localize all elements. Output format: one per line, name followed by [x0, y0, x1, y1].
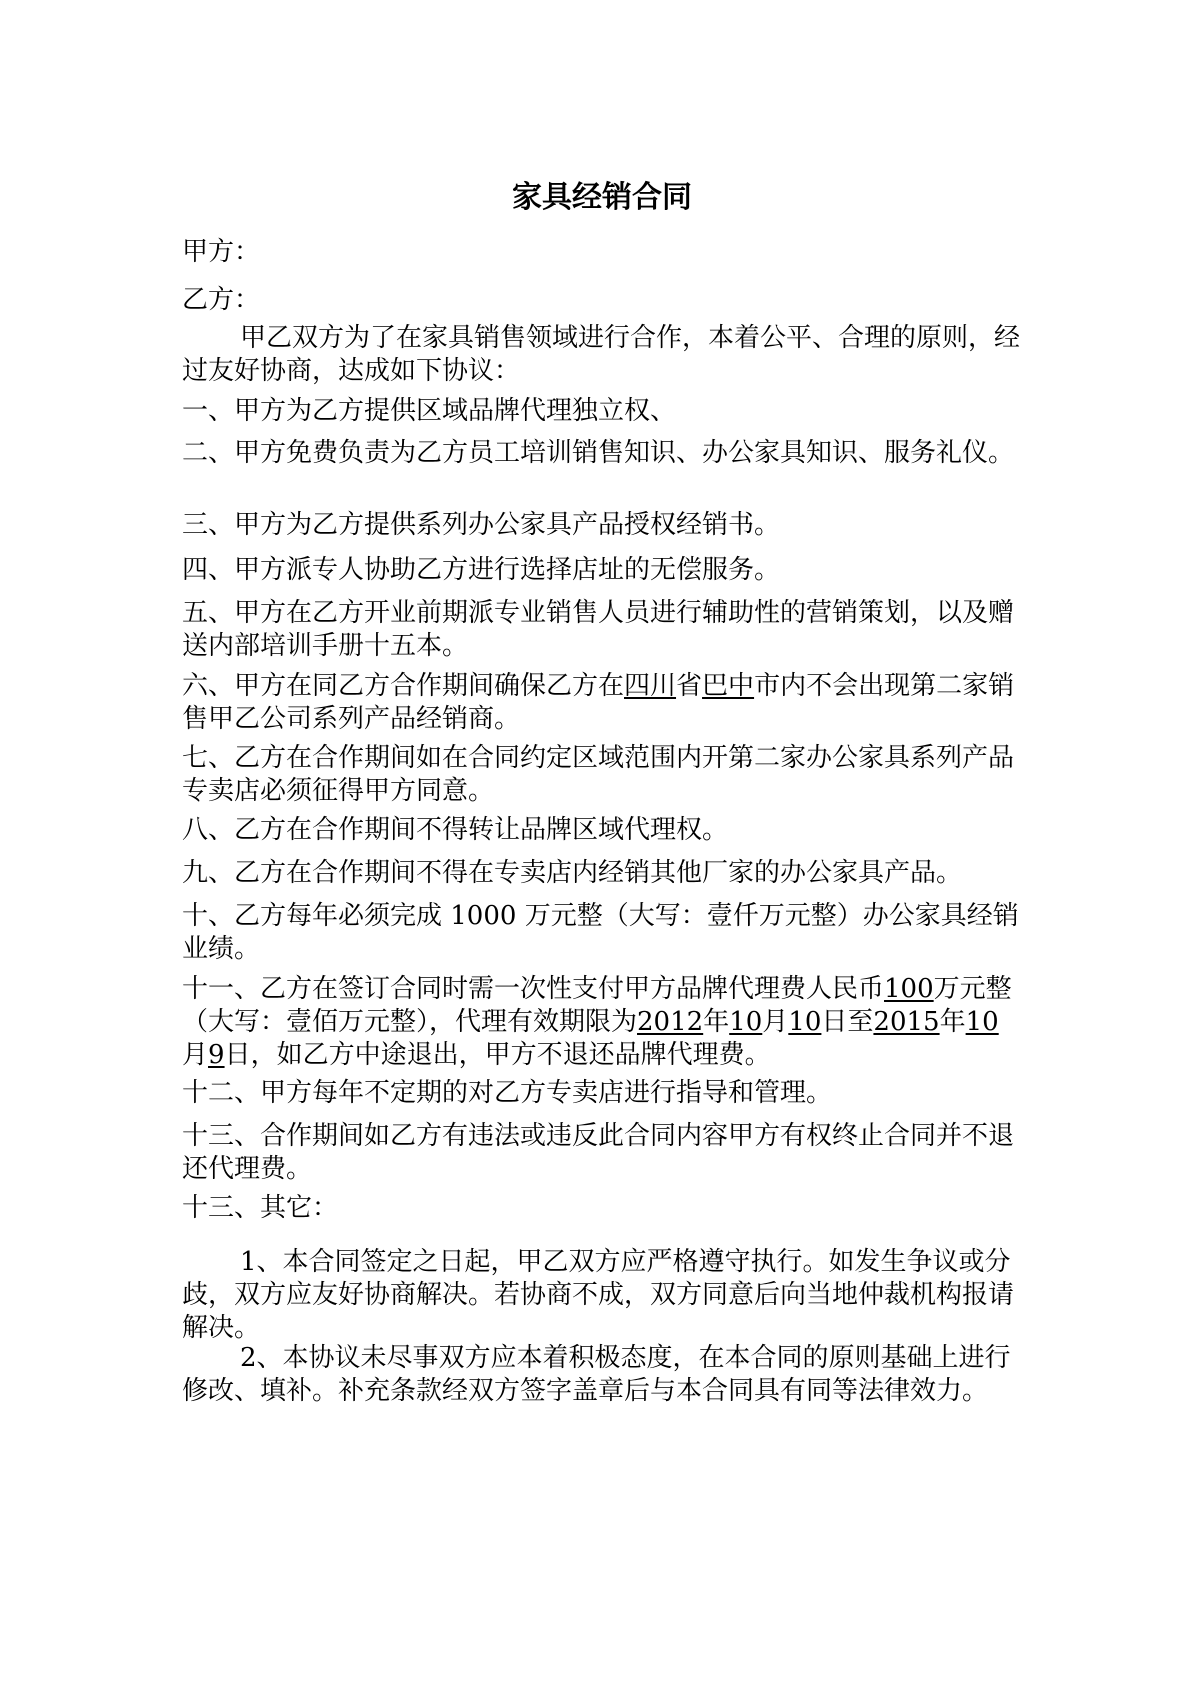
clause-2: 二、甲方免费负责为乙方员工培训销售知识、办公家具知识、服务礼仪。	[182, 438, 1015, 468]
other-item-1: 1、本合同签定之日起，甲乙双方应严格遵守执行。如发生争议或分歧，双方应友好协商解决。若协商不成，双方同意后向当地仲裁机构报请解决。	[182, 1247, 1015, 1343]
clause-10: 十、乙方每年必须完成 1000 万元整（大写：壹仟万元整）办公家具经销业绩。	[182, 901, 1019, 964]
clause-6-text-2: 省	[676, 671, 703, 701]
day-label-1: 日至	[821, 1007, 874, 1037]
clause-7: 七、乙方在合作期间如在合同约定区域范围内开第二家办公家具系列产品专卖店必须征得甲方同意。	[182, 743, 1015, 806]
party-a-label: 甲方：	[182, 237, 261, 267]
fee-amount: 100	[884, 974, 934, 1004]
end-day: 9	[208, 1040, 225, 1070]
month-label-1: 月	[762, 1007, 789, 1037]
end-month: 10	[965, 1007, 999, 1037]
start-day: 10	[788, 1007, 822, 1037]
clause-other-heading: 十三、其它：	[182, 1193, 339, 1223]
clause-9: 九、乙方在合作期间不得在专卖店内经销其他厂家的办公家具产品。	[182, 858, 963, 888]
clause-8: 八、乙方在合作期间不得转让品牌区域代理权。	[182, 815, 729, 845]
other-item-2: 2、本协议未尽事双方应本着积极态度，在本合同的原则基础上进行修改、填补。补充条款经双方签字盖章后与本合同具有同等法律效力。	[182, 1343, 1011, 1406]
city-field: 巴中	[702, 671, 755, 701]
party-b-label: 乙方：	[182, 285, 261, 315]
province-field: 四川	[624, 671, 677, 701]
clause-11-text-3: 日，如乙方中途退出，甲方不退还品牌代理费。	[224, 1040, 771, 1070]
clause-5: 五、甲方在乙方开业前期派专业销售人员进行辅助性的营销策划，以及赠送内部培训手册十五本。	[182, 598, 1015, 661]
end-year: 2015	[873, 1007, 940, 1037]
month-label-2: 月	[182, 1040, 209, 1070]
clause-4: 四、甲方派专人协助乙方进行选择店址的无偿服务。	[182, 555, 781, 585]
clause-6	[182, 670, 1022, 736]
clause-11	[182, 973, 1022, 1072]
clause-13: 十三、合作期间如乙方有违法或违反此合同内容甲方有权终止合同并不退还代理费。	[182, 1121, 1015, 1184]
clause-6-text-1: 六、甲方在同乙方合作期间确保乙方在	[182, 671, 625, 701]
start-year: 2012	[637, 1007, 704, 1037]
clause-3: 三、甲方为乙方提供系列办公家具产品授权经销书。	[182, 510, 781, 540]
year-label-2: 年	[939, 1007, 966, 1037]
clause-11-text-1: 十一、乙方在签订合同时需一次性支付甲方品牌代理费人民币	[182, 974, 885, 1004]
intro-paragraph: 甲乙双方为了在家具销售领域进行合作，本着公平、合理的原则，经过友好协商，达成如下协议：	[182, 323, 1021, 386]
start-month: 10	[729, 1007, 763, 1037]
clause-11-text-2: 万元整（大写：壹佰万元整），代理有效期限为	[182, 974, 1012, 1037]
page-title: 家具经销合同	[512, 180, 692, 215]
clause-1: 一、甲方为乙方提供区域品牌代理独立权、	[182, 396, 677, 426]
clause-12: 十二、甲方每年不定期的对乙方专卖店进行指导和管理。	[182, 1078, 833, 1108]
year-label-1: 年	[703, 1007, 730, 1037]
clause-6-text-3: 市内不会出现第二家销售甲乙公司系列产品经销商。	[182, 671, 1015, 734]
